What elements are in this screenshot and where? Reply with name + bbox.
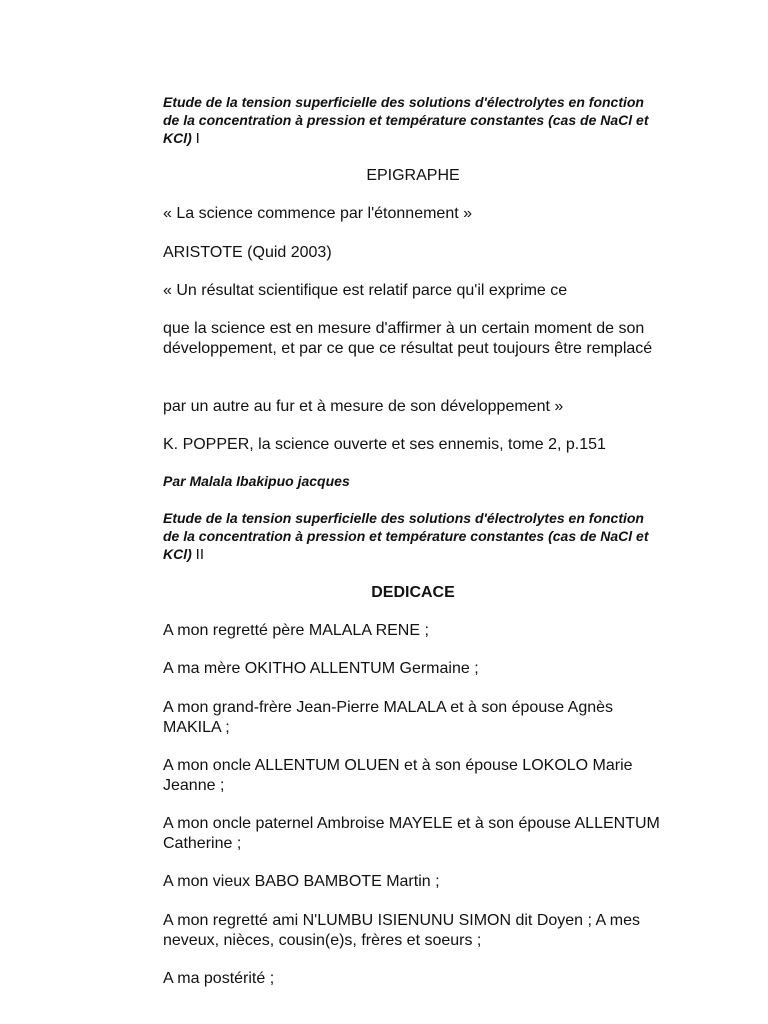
epigraph-quote-2-line-1: « Un résultat scientifique est relatif parce qu'il exprime ce <box>163 282 568 299</box>
dedication-heading: DEDICACE <box>371 584 455 601</box>
page-mark: II <box>195 546 205 563</box>
epigraph-author-1: ARISTOTE (Quid 2003) <box>163 244 332 261</box>
dedication-line: A ma mère OKITHO ALLENTUM Germaine ; <box>163 660 479 677</box>
dedication-line: A mon grand-frère Jean-Pierre MALALA et à son épouse Agnès MAKILA ; <box>163 699 614 736</box>
epigraph-quote-2-para-3: par un autre au fur et à mesure de son développement » <box>163 398 564 415</box>
dedication-line: A mon oncle paternel Ambroise MAYELE et à son épouse ALLENTUM Catherine ; <box>163 815 660 852</box>
dedication-line: A ma postérité ; <box>163 970 275 987</box>
page-mark: I <box>195 130 200 147</box>
dedication-line: A mon oncle ALLENTUM OLUEN et à son épouse LOKOLO Marie Jeanne ; <box>163 757 633 794</box>
running-header-1 <box>163 93 663 148</box>
epigraph-heading: EPIGRAPHE <box>366 167 460 184</box>
running-header-title: Etude de la tension superficielle des solutions d'électrolytes en fonction de la concentration à pression et température constantes (cas de NaCl et KCl) <box>163 510 649 562</box>
dedication-line: A mon regretté père MALALA RENE ; <box>163 622 429 639</box>
byline: Par Malala Ibakipuo jacques <box>163 473 350 489</box>
running-header-title: Etude de la tension superficielle des solutions d'électrolytes en fonction de la concentration à pression et température constantes (cas de NaCl et KCl) <box>163 94 649 146</box>
dedication-line: A mon vieux BABO BAMBOTE Martin ; <box>163 873 440 890</box>
epigraph-quote-2-para-2: que la science est en mesure d'affirmer à un certain moment de son développement, et par ce que ce résultat peut toujours être remplacé <box>163 320 653 357</box>
epigraph-author-2: K. POPPER, la science ouverte et ses ennemis, tome 2, p.151 <box>163 436 606 453</box>
dedication-line: A mon regretté ami N'LUMBU ISIENUNU SIMON dit Doyen ; A mes neveux, nièces, cousin(e)s, frères et soeurs ; <box>163 912 640 949</box>
epigraph-quote-1: « La science commence par l'étonnement » <box>163 205 473 222</box>
running-header-2 <box>163 509 663 564</box>
